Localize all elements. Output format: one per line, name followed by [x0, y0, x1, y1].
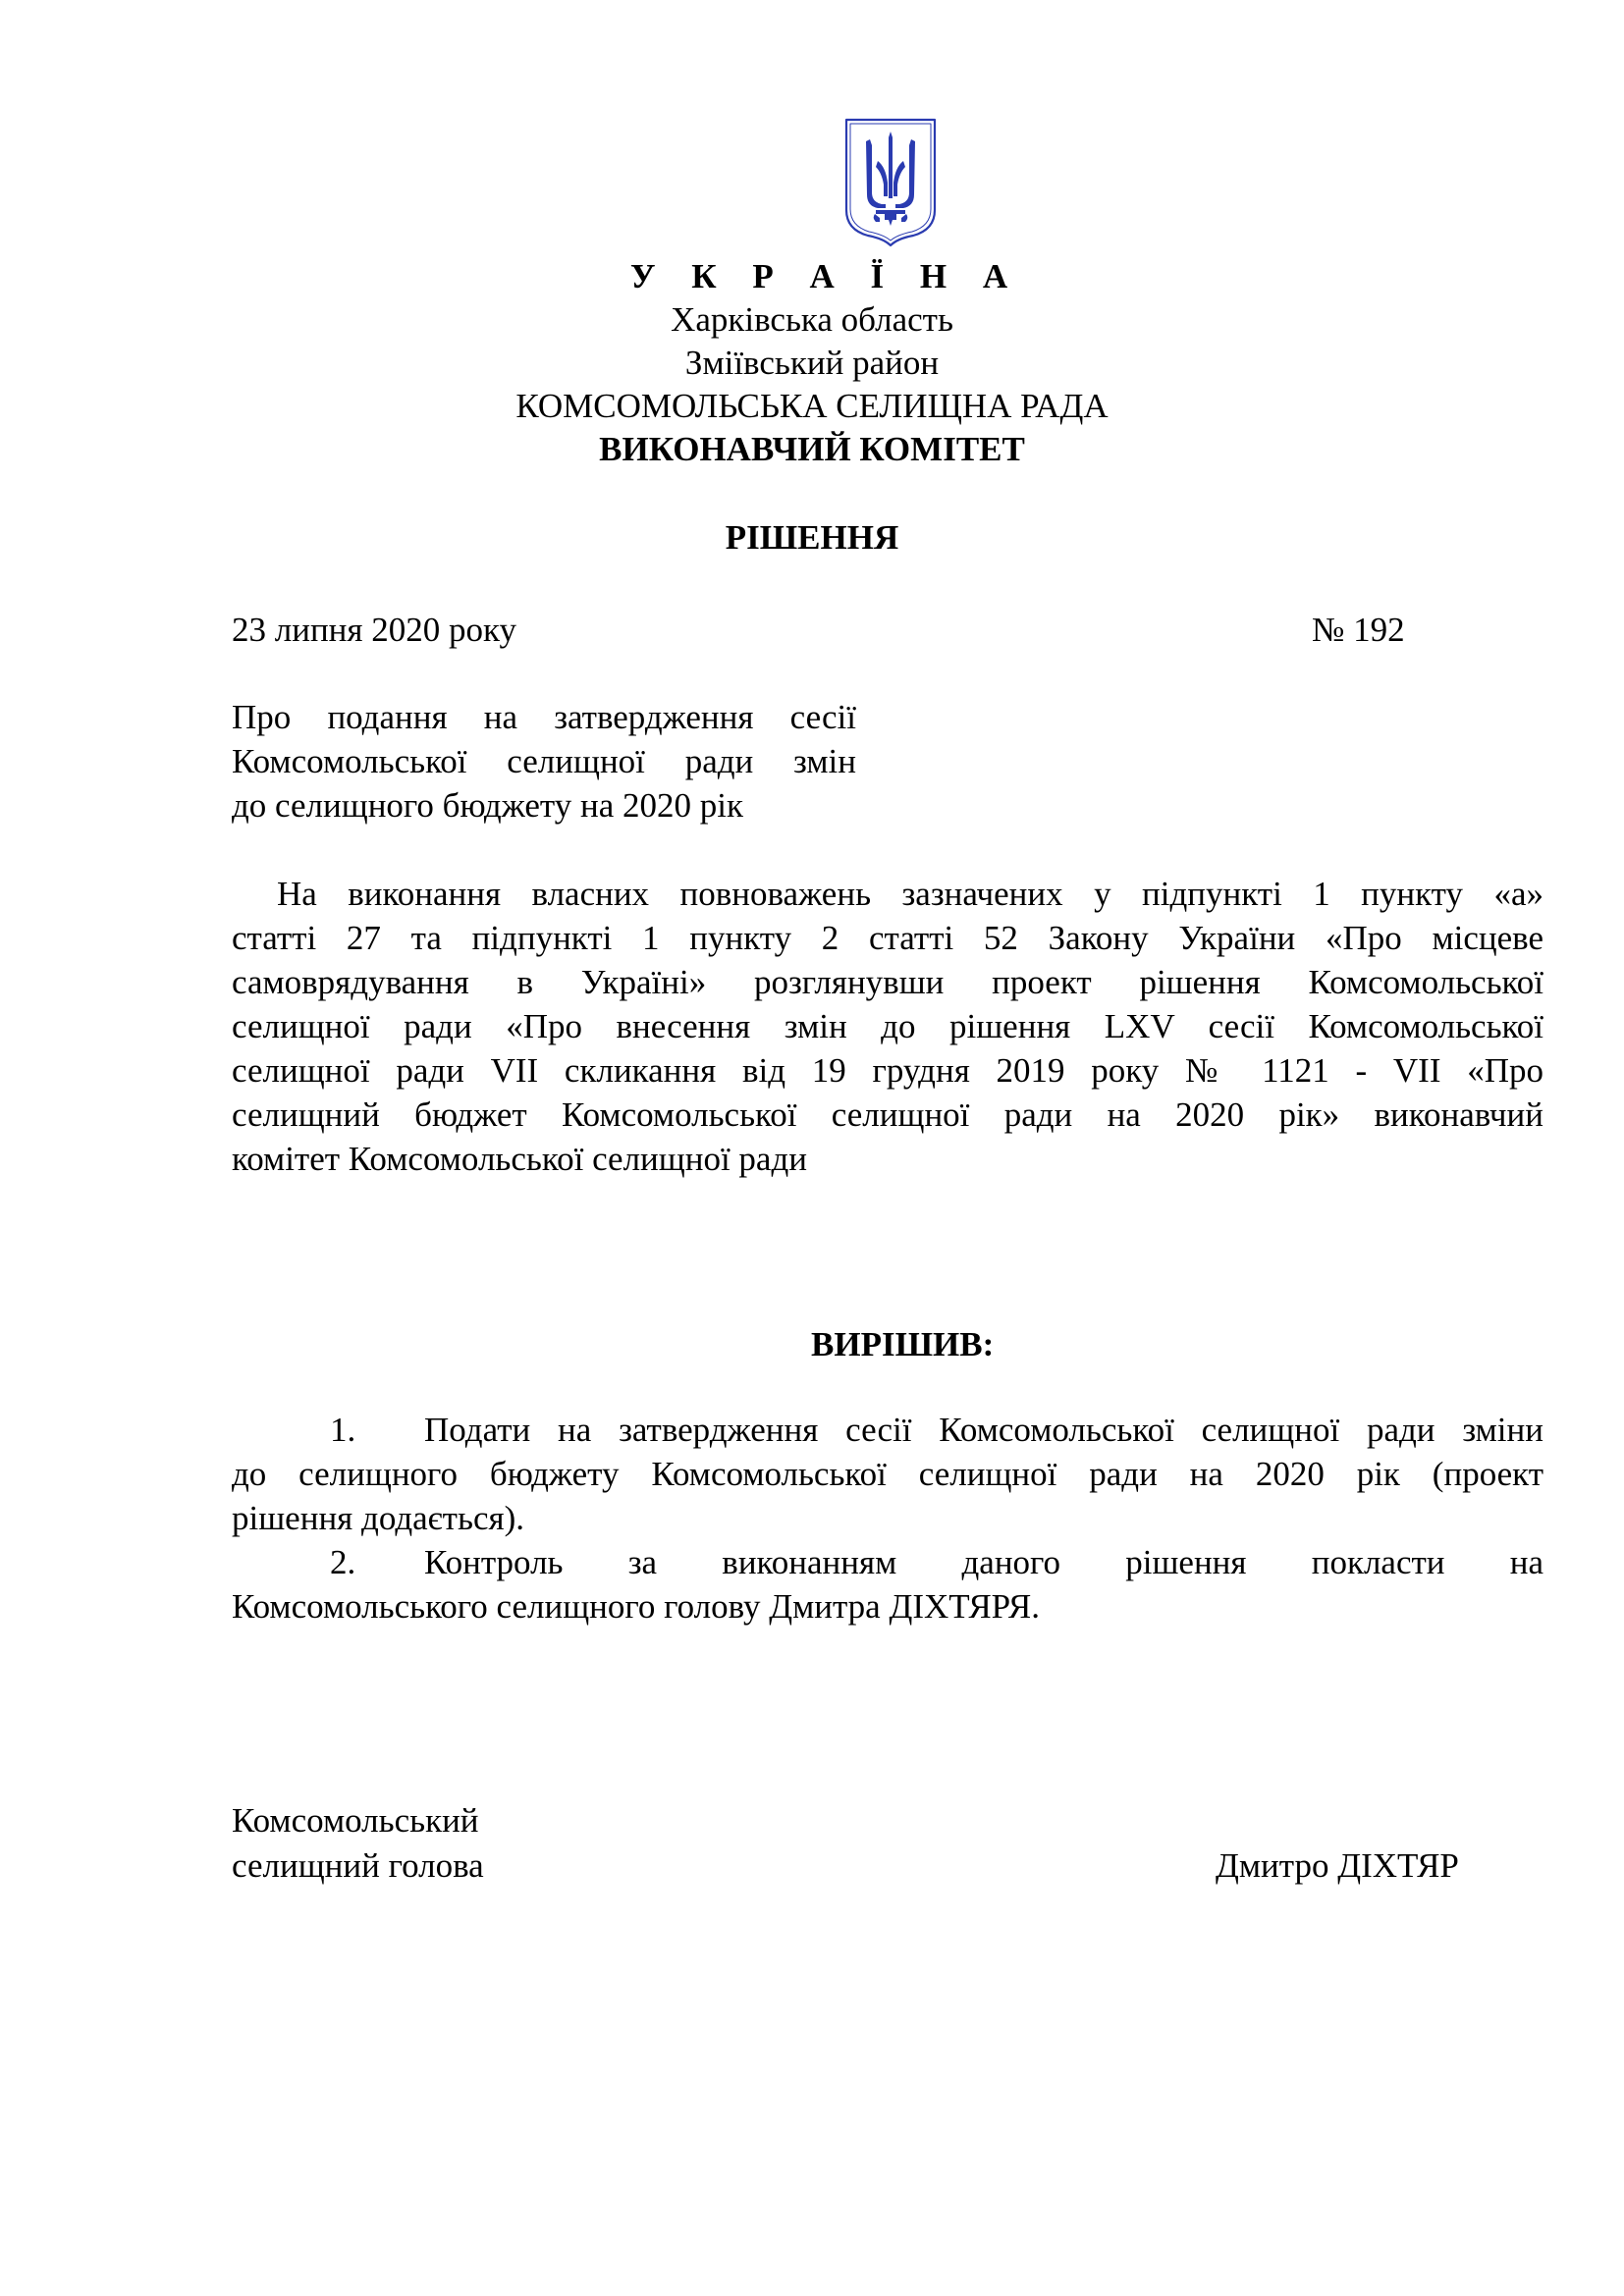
signatory-title [232, 1798, 484, 1889]
decision-items [232, 1408, 1543, 1629]
decision-item-1 [232, 1408, 1543, 1452]
preamble-line: На виконання власних повноважень зазначених у підпункті 1 пункту «а» [277, 875, 1543, 913]
decided-heading: ВИРІШИВ: [811, 1325, 995, 1363]
item-number: 1. [330, 1411, 356, 1449]
region-name: Харківська область [671, 300, 953, 339]
subject-line: Про подання на затвердження сесії [232, 698, 856, 736]
document-subject [232, 695, 856, 828]
signatory-title-line: Комсомольський [232, 1801, 479, 1840]
item-number: 2. [330, 1543, 356, 1581]
subject-line: до селищного бюджету на 2020 рік [232, 786, 743, 825]
item-text: рішення додається). [232, 1499, 524, 1537]
preamble-line: селищної ради «Про внесення змін до рішення LXV сесії Комсомольської [232, 1007, 1543, 1045]
signatory-title-line: селищний голова [232, 1846, 484, 1885]
country-title: У К Р А Ї Н А [629, 257, 1022, 295]
council-name: КОМСОМОЛЬСЬКА СЕЛИЩНА РАДА [515, 387, 1109, 425]
decision-item-2 [232, 1540, 1543, 1584]
subject-line: Комсомольської селищної ради змін [232, 742, 856, 780]
document-date: 23 липня 2020 року [232, 611, 517, 649]
preamble-line: комітет Комсомольської селищної ради [232, 1140, 807, 1178]
preamble-paragraph [232, 872, 1543, 1181]
document-number: № 192 [1312, 611, 1405, 649]
item-text: до селищного бюджету Комсомольської селищної ради на 2020 рік (проект [232, 1455, 1543, 1493]
preamble-line: самоврядування в Україні» розглянувши проект рішення Комсомольської [232, 963, 1543, 1001]
preamble-line: селищної ради VII скликання від 19 грудня 2019 року № 1121 - VII «Про [232, 1051, 1543, 1090]
item-text: Подати на затвердження сесії Комсомольської селищної ради зміни [424, 1411, 1543, 1449]
coat-of-arms-icon [842, 116, 939, 249]
committee-name: ВИКОНАВЧИЙ КОМІТЕТ [599, 430, 1025, 468]
preamble-line: статті 27 та підпункті 1 пункту 2 статті 52 Закону України «Про місцеве [232, 919, 1543, 957]
item-text: Контроль за виконанням даного рішення покласти на [424, 1543, 1543, 1581]
document-type: РІШЕННЯ [725, 518, 899, 557]
signatory-name: Дмитро ДІХТЯР [1216, 1846, 1459, 1885]
preamble-line: селищний бюджет Комсомольської селищної ради на 2020 рік» виконавчий [232, 1095, 1543, 1134]
district-name: Зміївський район [684, 344, 940, 382]
item-text: Комсомольського селищного голову Дмитра ДІХТЯРЯ. [232, 1587, 1041, 1626]
